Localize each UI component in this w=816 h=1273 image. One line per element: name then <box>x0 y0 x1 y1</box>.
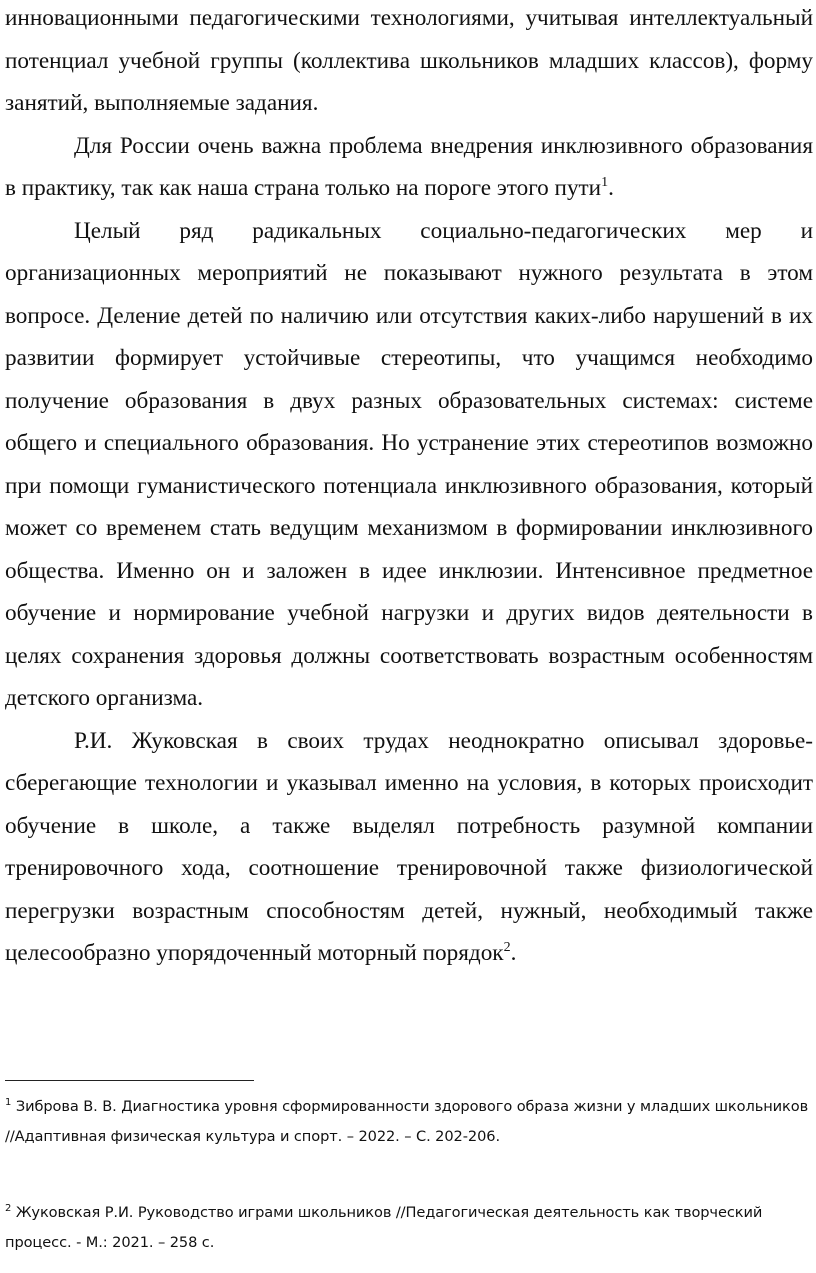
paragraph-tail: . <box>608 175 614 201</box>
main-text <box>5 0 813 975</box>
paragraph-measures <box>5 210 813 720</box>
footnote-text: Жуковская Р.И. Руководство играми школьников //Педагогическая деятельность как творческий процесс. - М.: 2021. – 258 с. <box>5 1204 763 1251</box>
paragraph-inclusive-education <box>5 125 813 210</box>
paragraph-text: Р.И. Жуковская в своих трудах неоднократно описывал здоровье-сберегающие технологии и указывал именно на условия, в которых происходит обучение в школе, а также выделял потребность разумной компании тренировочного хода, соотношение тренировочной также физиологической перегрузки возрастным способностям детей, нужный, необходимый также целесообразно упорядоченный моторный порядок <box>5 727 813 966</box>
paragraph-text: Целый ряд радикальных социально-педагогических мер и организационных мероприятий не показывают нужного результата в этом вопросе. Деление детей по наличию или отсутствия каких-либо нарушений в их развитии формирует устойчивые стереотипы, что учащимся необходимо получение образования в двух разных образовательных системах: системе общего и специального образования. Но устранение этих стереотипов возможно при помощи гуманистического потенциала инклюзивного образования, который может со временем стать ведущим механизмом в формировании инклюзивного общества. Именно он и заложен в идее инклюзии. Интенсивное предметное обучение и нормирование учебной нагрузки и других видов деятельности в целях сохранения здоровья должны соответствовать возрастным особенностям детского организма. <box>5 217 813 711</box>
footnote-ref-1[interactable]: 1 <box>601 175 609 190</box>
paragraph-text: Для России очень важна проблема внедрения инклюзивного образования в практику, так как наша страна только на пороге этого пути <box>5 132 813 201</box>
footnote-1 <box>5 1092 811 1152</box>
footnote-number: 1 <box>5 1097 12 1108</box>
footnote-ref-2[interactable]: 2 <box>503 940 511 955</box>
footnote-number: 2 <box>5 1203 12 1214</box>
paragraph-zhukovskaya <box>5 720 813 975</box>
paragraph-text: инновационными педагогическими технологиями, учитывая интеллектуальный потенциал учебной группы (коллектива школьников младших классов), форму занятий, выполняемые задания. <box>5 5 813 116</box>
footnote-separator <box>5 1080 254 1081</box>
paragraph-continuation <box>5 0 813 125</box>
footnote-2 <box>5 1198 811 1258</box>
footnote-text: Зиброва В. В. Диагностика уровня сформированности здорового образа жизни у младших школьников //Адаптивная физическая культура и спорт. – 2022. – С. 202-206. <box>5 1098 809 1145</box>
paragraph-tail: . <box>510 940 517 966</box>
